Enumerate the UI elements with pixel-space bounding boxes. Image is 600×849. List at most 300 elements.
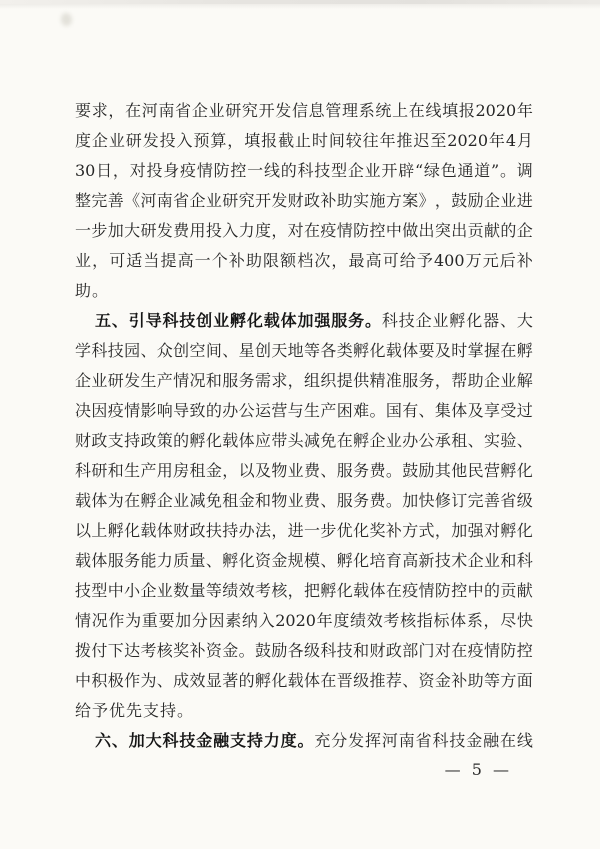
body-char: 技 xyxy=(449,731,466,750)
body-char: 金 xyxy=(205,461,222,480)
body-char: 金 xyxy=(271,551,288,570)
heading-char: 大 xyxy=(145,731,162,750)
body-char: 至 xyxy=(430,131,447,150)
body-char: 极 xyxy=(107,671,124,690)
body-char: 园 xyxy=(124,341,141,360)
body-char: 导 xyxy=(173,401,190,420)
body-char: 情 xyxy=(124,401,141,420)
body-char: 重 xyxy=(141,611,158,630)
body-char: 科 xyxy=(516,551,533,570)
heading-char: 。 xyxy=(365,311,382,330)
text-line xyxy=(75,426,533,456)
body-char: 省 xyxy=(173,191,190,210)
body-char: 额 xyxy=(280,251,297,270)
body-char: 时 xyxy=(451,341,468,360)
body-char: 开 xyxy=(381,161,398,180)
body-char: 贡 xyxy=(467,221,484,240)
body-char: 鼓 xyxy=(254,641,271,660)
body-char: 填 xyxy=(442,101,459,120)
body-char: 发 xyxy=(348,731,365,750)
body-char: 费 xyxy=(369,461,386,480)
body-char: 考 xyxy=(383,611,400,630)
body-char: 达 xyxy=(124,641,141,660)
body-char: 技 xyxy=(434,551,451,570)
body-char: 防 xyxy=(213,161,230,180)
body-char: 务 xyxy=(353,461,370,480)
body-char: 孵 xyxy=(107,521,124,540)
body-char: 政 xyxy=(385,641,402,660)
body-char: 防 xyxy=(434,581,451,600)
body-char: 补 xyxy=(516,251,533,270)
body-char: 量 xyxy=(189,551,206,570)
body-char: 载 xyxy=(385,341,402,360)
body-char: 一 xyxy=(194,251,211,270)
body-char: 面 xyxy=(516,671,533,690)
body-char: 助 xyxy=(245,251,262,270)
body-char: 素 xyxy=(225,611,242,630)
body-char: 奖 xyxy=(173,641,190,660)
heading-char: 。 xyxy=(297,731,314,750)
body-char: 发 xyxy=(142,131,159,150)
body-char: 推 xyxy=(396,131,413,150)
body-char: 、 xyxy=(402,671,419,690)
body-char: 及 xyxy=(467,401,484,420)
body-char: 开 xyxy=(258,101,275,120)
heading-char: 强 xyxy=(314,311,331,330)
body-char: 扶 xyxy=(205,521,222,540)
body-char: 科 xyxy=(91,341,108,360)
body-char: 线 xyxy=(263,161,280,180)
body-char: 术 xyxy=(451,551,468,570)
body-char: 精 xyxy=(369,371,386,390)
body-char: 填 xyxy=(244,131,261,150)
body-char: 业 xyxy=(287,461,304,480)
body-char: 止 xyxy=(294,131,311,150)
body-char: 鼓 xyxy=(402,461,419,480)
body-char: ” xyxy=(491,161,500,180)
body-char: 补 xyxy=(451,671,468,690)
heading-char: 六 xyxy=(95,731,112,750)
body-char: 发 xyxy=(271,191,288,210)
body-char: 。 xyxy=(385,491,402,510)
body-char: 企 xyxy=(415,311,432,330)
body-char: 要 xyxy=(418,341,435,360)
body-char: ， xyxy=(287,581,304,600)
body-char: 迟 xyxy=(413,131,430,150)
body-char: 奖 xyxy=(369,521,386,540)
body-char: 头 xyxy=(287,431,304,450)
body-char: 受 xyxy=(500,401,517,420)
body-char: 物 xyxy=(271,491,288,510)
body-char: 等 xyxy=(483,671,500,690)
body-char: 在 xyxy=(124,491,141,510)
body-char: 过 xyxy=(516,401,533,420)
body-char: 及 xyxy=(434,341,451,360)
body-char: 道 xyxy=(474,161,491,180)
body-char: 持 xyxy=(124,431,141,450)
body-char: ， xyxy=(434,371,451,390)
body-char: 中 xyxy=(107,581,124,600)
body-char: 星 xyxy=(238,341,255,360)
body-char: 租 xyxy=(451,431,468,450)
document-body xyxy=(75,96,533,756)
body-char: 支 xyxy=(107,431,124,450)
body-char: 承 xyxy=(434,431,451,450)
body-char: 纳 xyxy=(241,611,258,630)
body-char: 载 xyxy=(287,671,304,690)
body-char: 考 xyxy=(254,581,271,600)
body-char: 线 xyxy=(516,731,533,750)
body-char: 显 xyxy=(205,671,222,690)
body-char: 型 xyxy=(331,161,348,180)
body-char: 验 xyxy=(500,431,517,450)
body-char: 及 xyxy=(254,461,271,480)
body-char: 级 xyxy=(516,491,533,510)
body-char: 较 xyxy=(345,131,362,150)
body-char: 出 xyxy=(418,221,435,240)
body-char: 化 xyxy=(238,551,255,570)
body-char: 管 xyxy=(325,101,342,120)
body-char: 力 xyxy=(238,221,255,240)
body-char: 业 xyxy=(156,581,173,600)
body-char: 业 xyxy=(364,161,381,180)
body-char: 予 xyxy=(416,251,433,270)
body-char: 献 xyxy=(516,581,533,600)
body-char: 个 xyxy=(211,251,228,270)
body-char: 务 xyxy=(353,491,370,510)
body-char: 策 xyxy=(156,431,173,450)
body-char: 标 xyxy=(433,611,450,630)
body-char: 和 xyxy=(500,551,517,570)
body-char: 南 xyxy=(156,191,173,210)
body-char: 金 xyxy=(238,491,255,510)
body-char: 减 xyxy=(189,491,206,510)
body-char: 营 xyxy=(271,401,288,420)
body-char: 限 xyxy=(263,251,280,270)
body-char: 2020 xyxy=(475,101,517,120)
body-char: 业 xyxy=(500,371,517,390)
body-char: 金 xyxy=(222,641,239,660)
body-char: 资 xyxy=(418,671,435,690)
body-char: 挥 xyxy=(365,731,382,750)
body-char: ， xyxy=(112,161,129,180)
body-char: 加 xyxy=(451,521,468,540)
body-char: 对 xyxy=(287,221,304,240)
body-char: 孵 xyxy=(449,311,466,330)
body-char: 技 xyxy=(336,641,353,660)
body-char: 孵 xyxy=(140,491,157,510)
body-char: 地 xyxy=(287,341,304,360)
body-char: 研 xyxy=(140,221,157,240)
body-char: 充 xyxy=(314,731,331,750)
body-char: 、 xyxy=(222,341,239,360)
body-char: 在 xyxy=(500,731,517,750)
body-char: 时 xyxy=(311,131,328,150)
body-char: 2020 xyxy=(275,611,316,630)
body-char: 信 xyxy=(291,101,308,120)
body-char: 河 xyxy=(140,191,157,210)
body-char: 补 xyxy=(228,251,245,270)
body-char: 准 xyxy=(385,371,402,390)
body-char: 辟 xyxy=(398,161,415,180)
heading-char: 载 xyxy=(263,311,280,330)
body-char: 求 xyxy=(91,101,108,120)
body-char: 把 xyxy=(304,581,321,600)
body-char: 政 xyxy=(189,521,206,540)
body-char: 业 xyxy=(173,491,190,510)
text-line xyxy=(75,666,533,696)
body-char: 公 xyxy=(238,401,255,420)
body-char: 科 xyxy=(297,161,314,180)
body-char: 企 xyxy=(467,551,484,570)
body-char: 费 xyxy=(369,491,386,510)
body-char: 企 xyxy=(91,131,108,150)
body-char: 化 xyxy=(271,671,288,690)
body-char: 体 xyxy=(238,431,255,450)
body-char: 情 xyxy=(336,221,353,240)
text-line xyxy=(75,726,533,756)
body-char: ， xyxy=(434,191,451,210)
body-char: 绩 xyxy=(222,581,239,600)
body-char: 。 xyxy=(369,401,386,420)
body-char: 企 xyxy=(483,191,500,210)
body-char: 疫 xyxy=(467,641,484,660)
body-char: 服 xyxy=(336,461,353,480)
body-char: ， xyxy=(92,251,109,270)
body-char: 绿 xyxy=(423,161,440,180)
body-char: 开 xyxy=(254,191,271,210)
body-char: 空 xyxy=(189,341,206,360)
body-char: 体 xyxy=(451,401,468,420)
body-char: 度 xyxy=(333,611,350,630)
body-char: 等 xyxy=(304,341,321,360)
body-char: 情 xyxy=(173,371,190,390)
body-char: 集 xyxy=(434,401,451,420)
body-char: 、 xyxy=(467,431,484,450)
body-char: 产 xyxy=(156,371,173,390)
body-char: 产 xyxy=(320,401,337,420)
body-char: 情 xyxy=(75,611,92,630)
body-char: 2020 xyxy=(447,131,488,150)
body-char: 。 xyxy=(238,641,255,660)
heading-char: 融 xyxy=(213,731,230,750)
body-char: 量 xyxy=(189,581,206,600)
body-char: 的 xyxy=(173,431,190,450)
body-char: 、 xyxy=(418,401,435,420)
body-char: 企 xyxy=(347,161,364,180)
body-char: 研 xyxy=(125,131,142,150)
body-char: 影 xyxy=(140,401,157,420)
body-char: 优 xyxy=(336,521,353,540)
heading-char: 务 xyxy=(348,311,365,330)
body-char: 业 xyxy=(432,311,449,330)
body-char: 与 xyxy=(287,401,304,420)
body-char: 办 xyxy=(402,431,419,450)
body-char: 、 xyxy=(320,491,337,510)
body-char: 作 xyxy=(124,671,141,690)
body-char: 帮 xyxy=(451,371,468,390)
body-char: 化 xyxy=(466,311,483,330)
body-char: 化 xyxy=(516,461,533,480)
body-char: 河 xyxy=(141,101,158,120)
body-char: 控 xyxy=(516,641,533,660)
body-char: 租 xyxy=(189,461,206,480)
body-char: 租 xyxy=(222,491,239,510)
body-char: 实 xyxy=(483,431,500,450)
body-char: 组 xyxy=(304,371,321,390)
body-char: 提 xyxy=(336,371,353,390)
body-char: 的 xyxy=(238,671,255,690)
body-char: 在 xyxy=(500,341,517,360)
body-char: 入 xyxy=(222,221,239,240)
body-char: 应 xyxy=(254,431,271,450)
body-char: 励 xyxy=(467,191,484,210)
body-char: 科 xyxy=(75,461,92,480)
body-char: 突 xyxy=(434,221,451,240)
text-line xyxy=(75,246,533,276)
body-char: ， xyxy=(227,131,244,150)
heading-char: 、 xyxy=(111,311,128,330)
body-char: 企 xyxy=(191,101,208,120)
body-char: 完 xyxy=(91,191,108,210)
body-char: ， xyxy=(222,461,239,480)
body-char: 载 xyxy=(75,551,92,570)
body-char: 省 xyxy=(415,731,432,750)
body-char: 指 xyxy=(416,611,433,630)
body-char: 生 xyxy=(304,401,321,420)
body-char: 载 xyxy=(75,491,92,510)
body-char: 省 xyxy=(175,101,192,120)
body-char: 创 xyxy=(173,341,190,360)
body-char: 情 xyxy=(418,581,435,600)
body-char: 考 xyxy=(140,641,157,660)
body-char: 业 xyxy=(91,371,108,390)
body-char: 发 xyxy=(124,371,141,390)
body-char: 系 xyxy=(358,101,375,120)
body-char: 对 xyxy=(483,521,500,540)
body-char: 技 xyxy=(398,311,415,330)
body-char: 核 xyxy=(271,581,288,600)
body-char: ， xyxy=(483,611,500,630)
scan-edge-fade xyxy=(0,4,600,9)
body-char: 供 xyxy=(353,371,370,390)
body-char: 财 xyxy=(173,521,190,540)
body-char: 体 xyxy=(402,341,419,360)
text-line xyxy=(75,186,533,216)
body-char: 案 xyxy=(402,191,419,210)
body-char: 体 xyxy=(156,521,173,540)
body-char: 房 xyxy=(173,461,190,480)
body-char: 资 xyxy=(254,551,271,570)
body-char: 控 xyxy=(230,161,247,180)
body-char: 在 xyxy=(408,101,425,120)
text-line xyxy=(75,396,533,426)
body-char: 疫 xyxy=(180,161,197,180)
heading-char: 金 xyxy=(196,731,213,750)
body-char: 推 xyxy=(369,671,386,690)
heading-char: 业 xyxy=(213,311,230,330)
body-char: 器 xyxy=(483,311,500,330)
text-line xyxy=(75,546,533,576)
body-char: 化 xyxy=(516,521,533,540)
body-char: 做 xyxy=(402,221,419,240)
body-char: 补 xyxy=(189,641,206,660)
body-char: 色 xyxy=(440,161,457,180)
body-char: 用 xyxy=(156,461,173,480)
body-char: 步 xyxy=(91,221,108,240)
text-line xyxy=(75,306,533,336)
body-char: 为 xyxy=(107,491,124,510)
body-char: 数 xyxy=(173,581,190,600)
body-char: 科 xyxy=(320,641,337,660)
body-char: 高 xyxy=(365,251,382,270)
heading-char: 加 xyxy=(297,311,314,330)
body-char: 分 xyxy=(191,611,208,630)
body-text: 给予优先支持。 xyxy=(75,701,195,720)
body-char: 情 xyxy=(196,161,213,180)
body-char: 积 xyxy=(91,671,108,690)
body-char: 政 xyxy=(91,431,108,450)
body-char: 物 xyxy=(271,461,288,480)
body-char: 其 xyxy=(434,461,451,480)
body-char: 励 xyxy=(271,641,288,660)
body-char: 金 xyxy=(434,671,451,690)
body-char: 研 xyxy=(107,371,124,390)
body-char: 费 xyxy=(173,221,190,240)
body-char: 疫 xyxy=(402,581,419,600)
body-char: 掌 xyxy=(467,341,484,360)
body-char: 出 xyxy=(451,221,468,240)
heading-char: 服 xyxy=(331,311,348,330)
body-char: “ xyxy=(414,161,424,180)
body-char: 大 xyxy=(516,311,533,330)
body-char: 资 xyxy=(205,641,222,660)
body-char: 加 xyxy=(175,611,192,630)
body-char: 尽 xyxy=(500,611,517,630)
body-char: 究 xyxy=(241,101,258,120)
body-char: 发 xyxy=(275,101,292,120)
heading-char: 加 xyxy=(128,731,145,750)
body-char: 企 xyxy=(516,221,533,240)
body-char: 4 xyxy=(505,131,517,150)
body-char: 快 xyxy=(418,491,435,510)
text-line xyxy=(75,366,533,396)
text-line xyxy=(75,576,533,606)
body-char: 以 xyxy=(75,521,92,540)
body-char: 级 xyxy=(353,671,370,690)
heading-char: 五 xyxy=(95,311,112,330)
body-char: 研 xyxy=(225,101,242,120)
body-text: 助。 xyxy=(75,281,110,300)
body-char: 质 xyxy=(173,551,190,570)
body-char: 部 xyxy=(402,641,419,660)
body-char: 孵 xyxy=(516,341,533,360)
body-char: 化 xyxy=(336,581,353,600)
body-char: 有 xyxy=(402,401,419,420)
body-char: 决 xyxy=(75,401,92,420)
body-char: 分 xyxy=(331,731,348,750)
body-char: 企 xyxy=(189,191,206,210)
text-line xyxy=(75,636,533,666)
body-char: 预 xyxy=(193,131,210,150)
body-char: 载 xyxy=(140,521,157,540)
body-char: 万 xyxy=(465,251,482,270)
body-char: 400 xyxy=(433,251,465,270)
body-char: 线 xyxy=(425,101,442,120)
heading-char: 体 xyxy=(280,311,297,330)
body-char: ， xyxy=(331,251,348,270)
heading-char: 科 xyxy=(162,311,179,330)
